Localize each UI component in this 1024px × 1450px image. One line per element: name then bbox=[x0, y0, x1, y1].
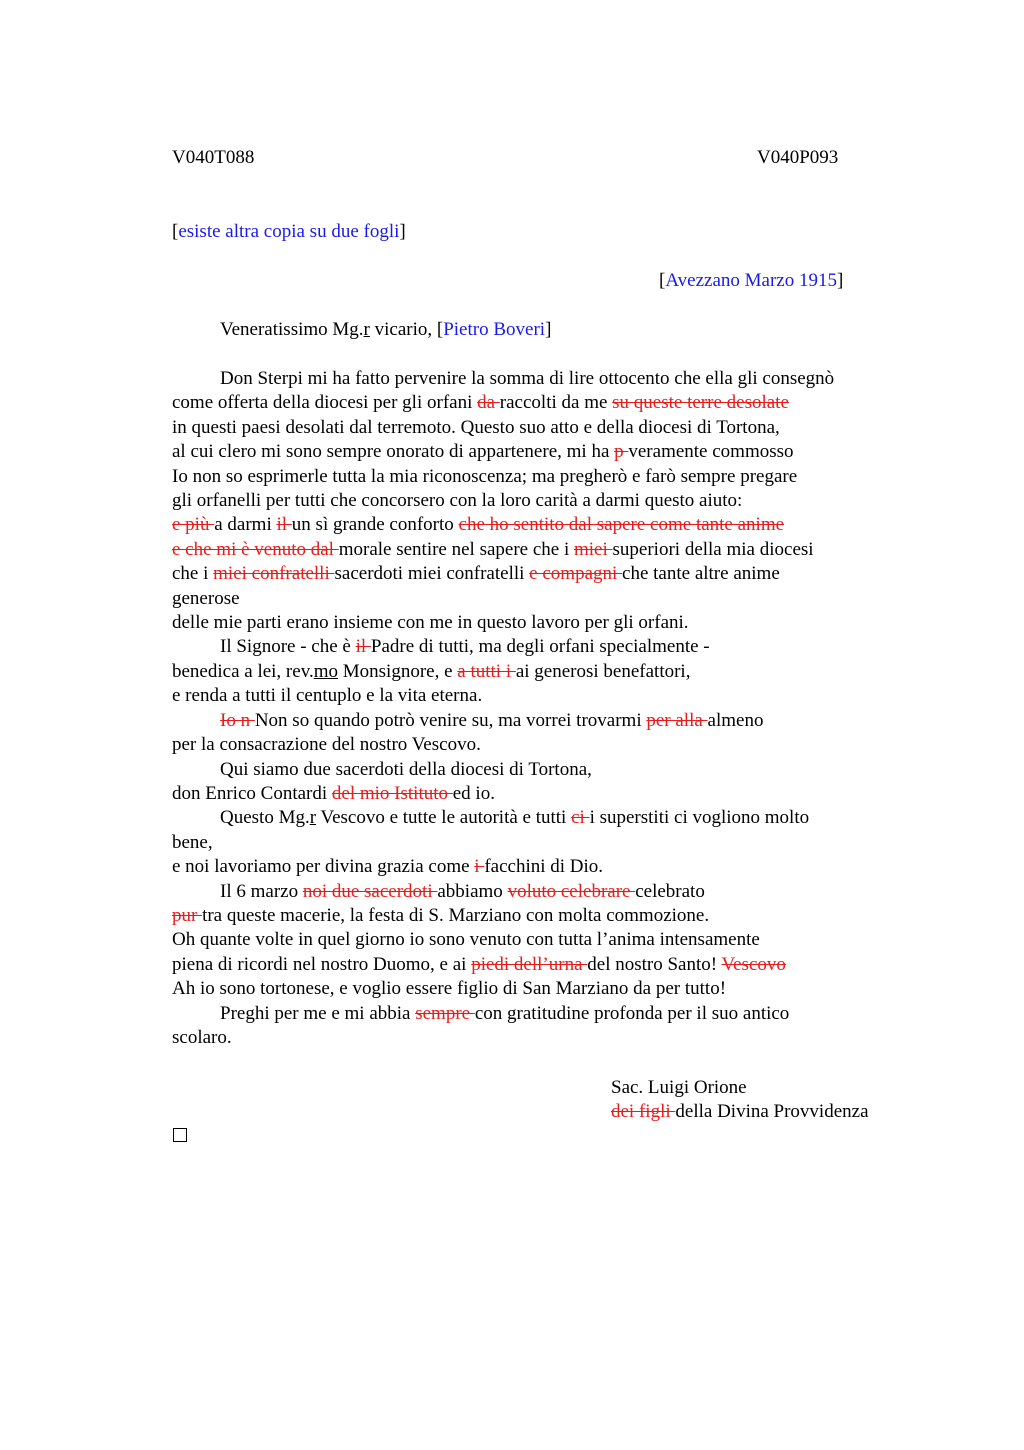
text-line: Oh quante volte in quel giorno io sono venuto con tutta l’anima intensamente bbox=[172, 929, 760, 951]
text-line: come offerta della diocesi per gli orfani da raccolti da me su queste terre desolate bbox=[172, 392, 789, 414]
text-line: don Enrico Contardi del mio Istituto ed io. bbox=[172, 782, 495, 804]
letter-body bbox=[172, 367, 932, 1050]
salutation: Veneratissimo Mg.r vicario, [Pietro Boveri] bbox=[220, 319, 552, 340]
text-line: generose bbox=[172, 587, 240, 609]
text-line: Ah io sono tortonese, e voglio essere figlio di San Marziano da per tutto! bbox=[172, 978, 727, 1000]
text-line: delle mie parti erano insieme con me in questo lavoro per gli orfani. bbox=[172, 612, 689, 634]
signature-name: Sac. Luigi Orione bbox=[611, 1077, 747, 1098]
text-line: piena di ricordi nel nostro Duomo, e ai piedi dell’urna del nostro Santo! Vescovo bbox=[172, 953, 786, 975]
text-line: Preghi per me e mi abbia sempre con gratitudine profonda per il suo antico bbox=[220, 1002, 790, 1024]
text-line: Questo Mg.r Vescovo e tutte le autorità e tutti ci i superstiti ci vogliono molto bbox=[220, 807, 810, 829]
text-line: e più a darmi il un sì grande conforto che ho sentito dal sapere come tante anime bbox=[172, 514, 785, 536]
end-marker-square-icon bbox=[173, 1128, 187, 1142]
text-line: Io n Non so quando potrò venire su, ma vorrei trovarmi per alla almeno bbox=[220, 709, 764, 731]
text-line: Don Sterpi mi ha fatto pervenire la somma di lire ottocento che ella gli consegnò bbox=[220, 368, 835, 389]
text-line: al cui clero mi sono sempre onorato di appartenere, mi ha p veramente commosso bbox=[172, 441, 794, 463]
text-line: e che mi è venuto dal morale sentire nel sapere che i miei superiori della mia diocesi bbox=[172, 538, 814, 560]
text-line: e renda a tutti il centuplo e la vita eterna. bbox=[172, 685, 483, 707]
text-line: Qui siamo due sacerdoti della diocesi di Tortona, bbox=[220, 758, 592, 780]
editorial-note: [esiste altra copia su due fogli] bbox=[172, 221, 406, 242]
text-line: Io non so esprimerle tutta la mia riconoscenza; ma pregherò e farò sempre pregare bbox=[172, 465, 798, 487]
text-line: in questi paesi desolati dal terremoto. Questo suo atto e della diocesi di Tortona, bbox=[172, 416, 780, 438]
text-line: Il Signore - che è il Padre di tutti, ma degli orfani specialmente - bbox=[220, 636, 710, 658]
text-line: bene, bbox=[172, 831, 213, 853]
text-line: Il 6 marzo noi due sacerdoti abbiamo voluto celebrare celebrato bbox=[220, 880, 705, 902]
document-code-right: V040P093 bbox=[757, 147, 839, 168]
dateline: [Avezzano Marzo 1915] bbox=[659, 270, 844, 291]
text-line: e noi lavoriamo per divina grazia come i facchini di Dio. bbox=[172, 856, 604, 878]
text-line: per la consacrazione del nostro Vescovo. bbox=[172, 734, 481, 756]
text-line: benedica a lei, rev.mo Monsignore, e a tutti i ai generosi benefattori, bbox=[172, 660, 691, 682]
text-line: gli orfanelli per tutti che concorsero con la loro carità a darmi questo aiuto: bbox=[172, 490, 743, 512]
text-line: che i miei confratelli sacerdoti miei confratelli e compagni che tante altre anime bbox=[172, 563, 780, 585]
signature-congregation: dei figli della Divina Provvidenza bbox=[611, 1101, 869, 1122]
text-line: pur tra queste macerie, la festa di S. Marziano con molta commozione. bbox=[172, 904, 710, 926]
document-code-left: V040T088 bbox=[172, 147, 255, 168]
text-line: scolaro. bbox=[172, 1026, 232, 1048]
signature-block bbox=[611, 1076, 869, 1124]
